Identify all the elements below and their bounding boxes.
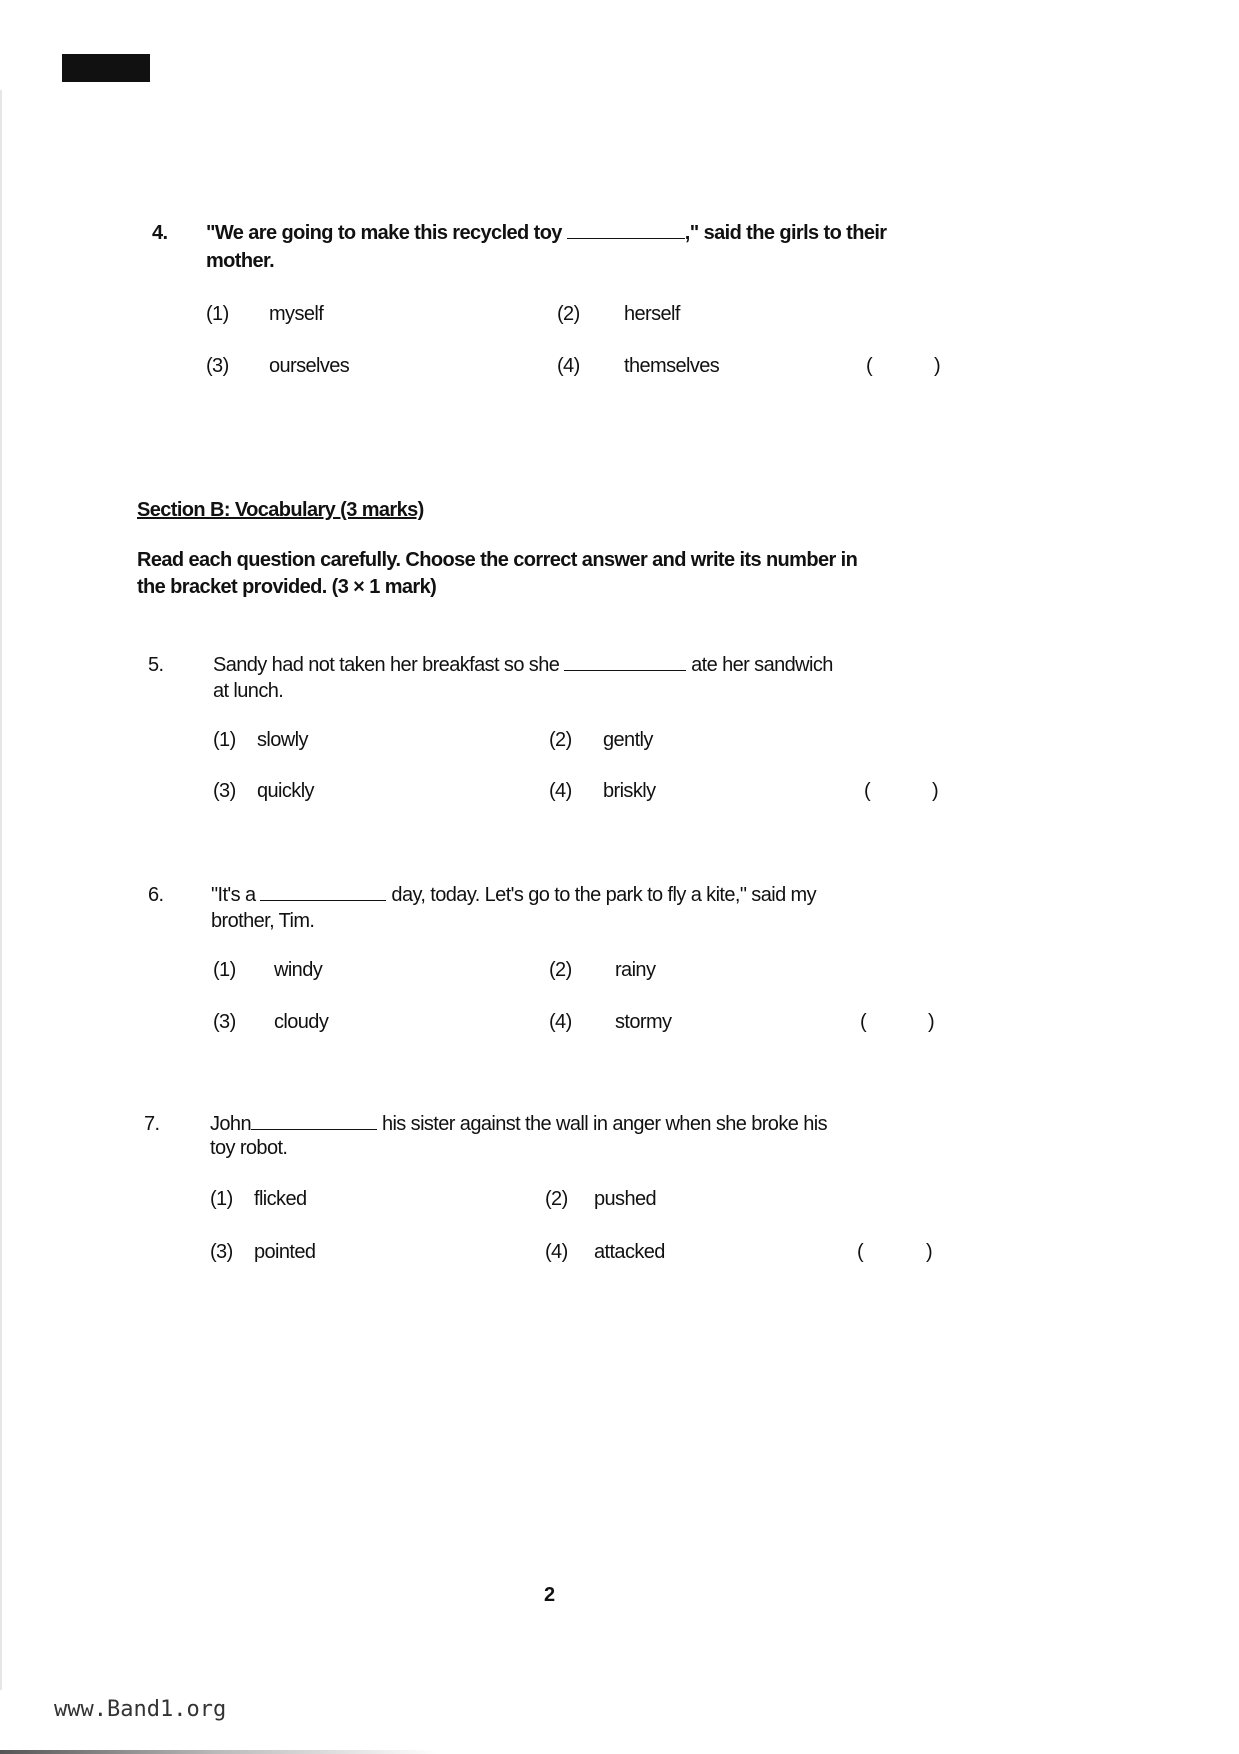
question-text-line2: brother, Tim. [211,910,315,932]
option-text: quickly [257,780,314,802]
option-number: (2) [549,959,572,981]
option-number: (4) [549,780,572,802]
option-text: attacked [594,1241,665,1263]
answer-bracket-open[interactable]: ( [864,780,871,802]
answer-bracket-open[interactable]: ( [866,355,873,377]
option-text: rainy [615,959,656,981]
scan-edge-bottom [0,1750,440,1754]
text-before: "It's a [211,884,261,906]
question-number: 4. [152,222,168,244]
option-number: (3) [206,355,229,377]
option-text: slowly [257,729,308,751]
question-text [211,882,816,908]
answer-blank [564,652,686,671]
question-number: 7. [144,1113,160,1135]
option-text: briskly [603,780,656,802]
question-text-line2: toy robot. [210,1137,288,1159]
section-instructions: Read each question carefully. Choose the correct answer and write its number in [137,549,858,571]
option-text: gently [603,729,653,751]
option-number: (2) [545,1188,568,1210]
answer-blank [567,220,685,239]
option-text: themselves [624,355,720,377]
answer-blank [260,882,386,901]
option-text: windy [274,959,323,981]
option-text: stormy [615,1011,672,1033]
question-number: 6. [148,884,164,906]
option-text: pointed [254,1241,316,1263]
answer-bracket-close: ) [932,780,939,802]
answer-bracket-close: ) [928,1011,935,1033]
option-number: (2) [557,303,580,325]
section-instructions-line2: the bracket provided. (3 × 1 mark) [137,576,437,598]
answer-bracket-open[interactable]: ( [860,1011,867,1033]
question-number: 5. [148,654,164,676]
text-before: John [210,1113,251,1135]
text-before: Sandy had not taken her breakfast so she [213,654,565,676]
option-text: ourselves [269,355,350,377]
section-title: Section B: Vocabulary (3 marks) [137,499,424,521]
text-after: ate her sandwich [686,654,833,676]
watermark-url: www.Band1.org [54,1697,227,1722]
question-text [213,652,833,678]
option-number: (3) [213,780,236,802]
option-number: (1) [210,1188,233,1210]
option-number: (2) [549,729,572,751]
answer-bracket-close: ) [934,355,941,377]
answer-bracket-open[interactable]: ( [857,1241,864,1263]
page-number: 2 [544,1584,555,1606]
option-text: cloudy [274,1011,329,1033]
text-after: his sister against the wall in anger when she broke his [376,1113,827,1135]
option-number: (4) [545,1241,568,1263]
question-text [206,220,887,246]
answer-blank [251,1111,377,1130]
option-text: flicked [254,1188,307,1210]
option-number: (1) [213,959,236,981]
option-number: (3) [210,1241,233,1263]
question-text [210,1111,827,1137]
option-number: (1) [206,303,229,325]
text-after: day, today. Let's go to the park to fly a kite," said my [386,884,817,906]
text-after: ," said the girls to their [684,222,887,244]
question-text-line2: at lunch. [213,680,284,702]
option-number: (4) [557,355,580,377]
option-text: myself [269,303,324,325]
text-before: "We are going to make this recycled toy [206,222,567,244]
scan-edge [0,90,2,1690]
option-number: (3) [213,1011,236,1033]
option-text: herself [624,303,680,325]
answer-bracket-close: ) [926,1241,933,1263]
option-number: (1) [213,729,236,751]
question-text-line2: mother. [206,250,275,272]
option-text: pushed [594,1188,657,1210]
redacted-box [62,54,150,82]
option-number: (4) [549,1011,572,1033]
